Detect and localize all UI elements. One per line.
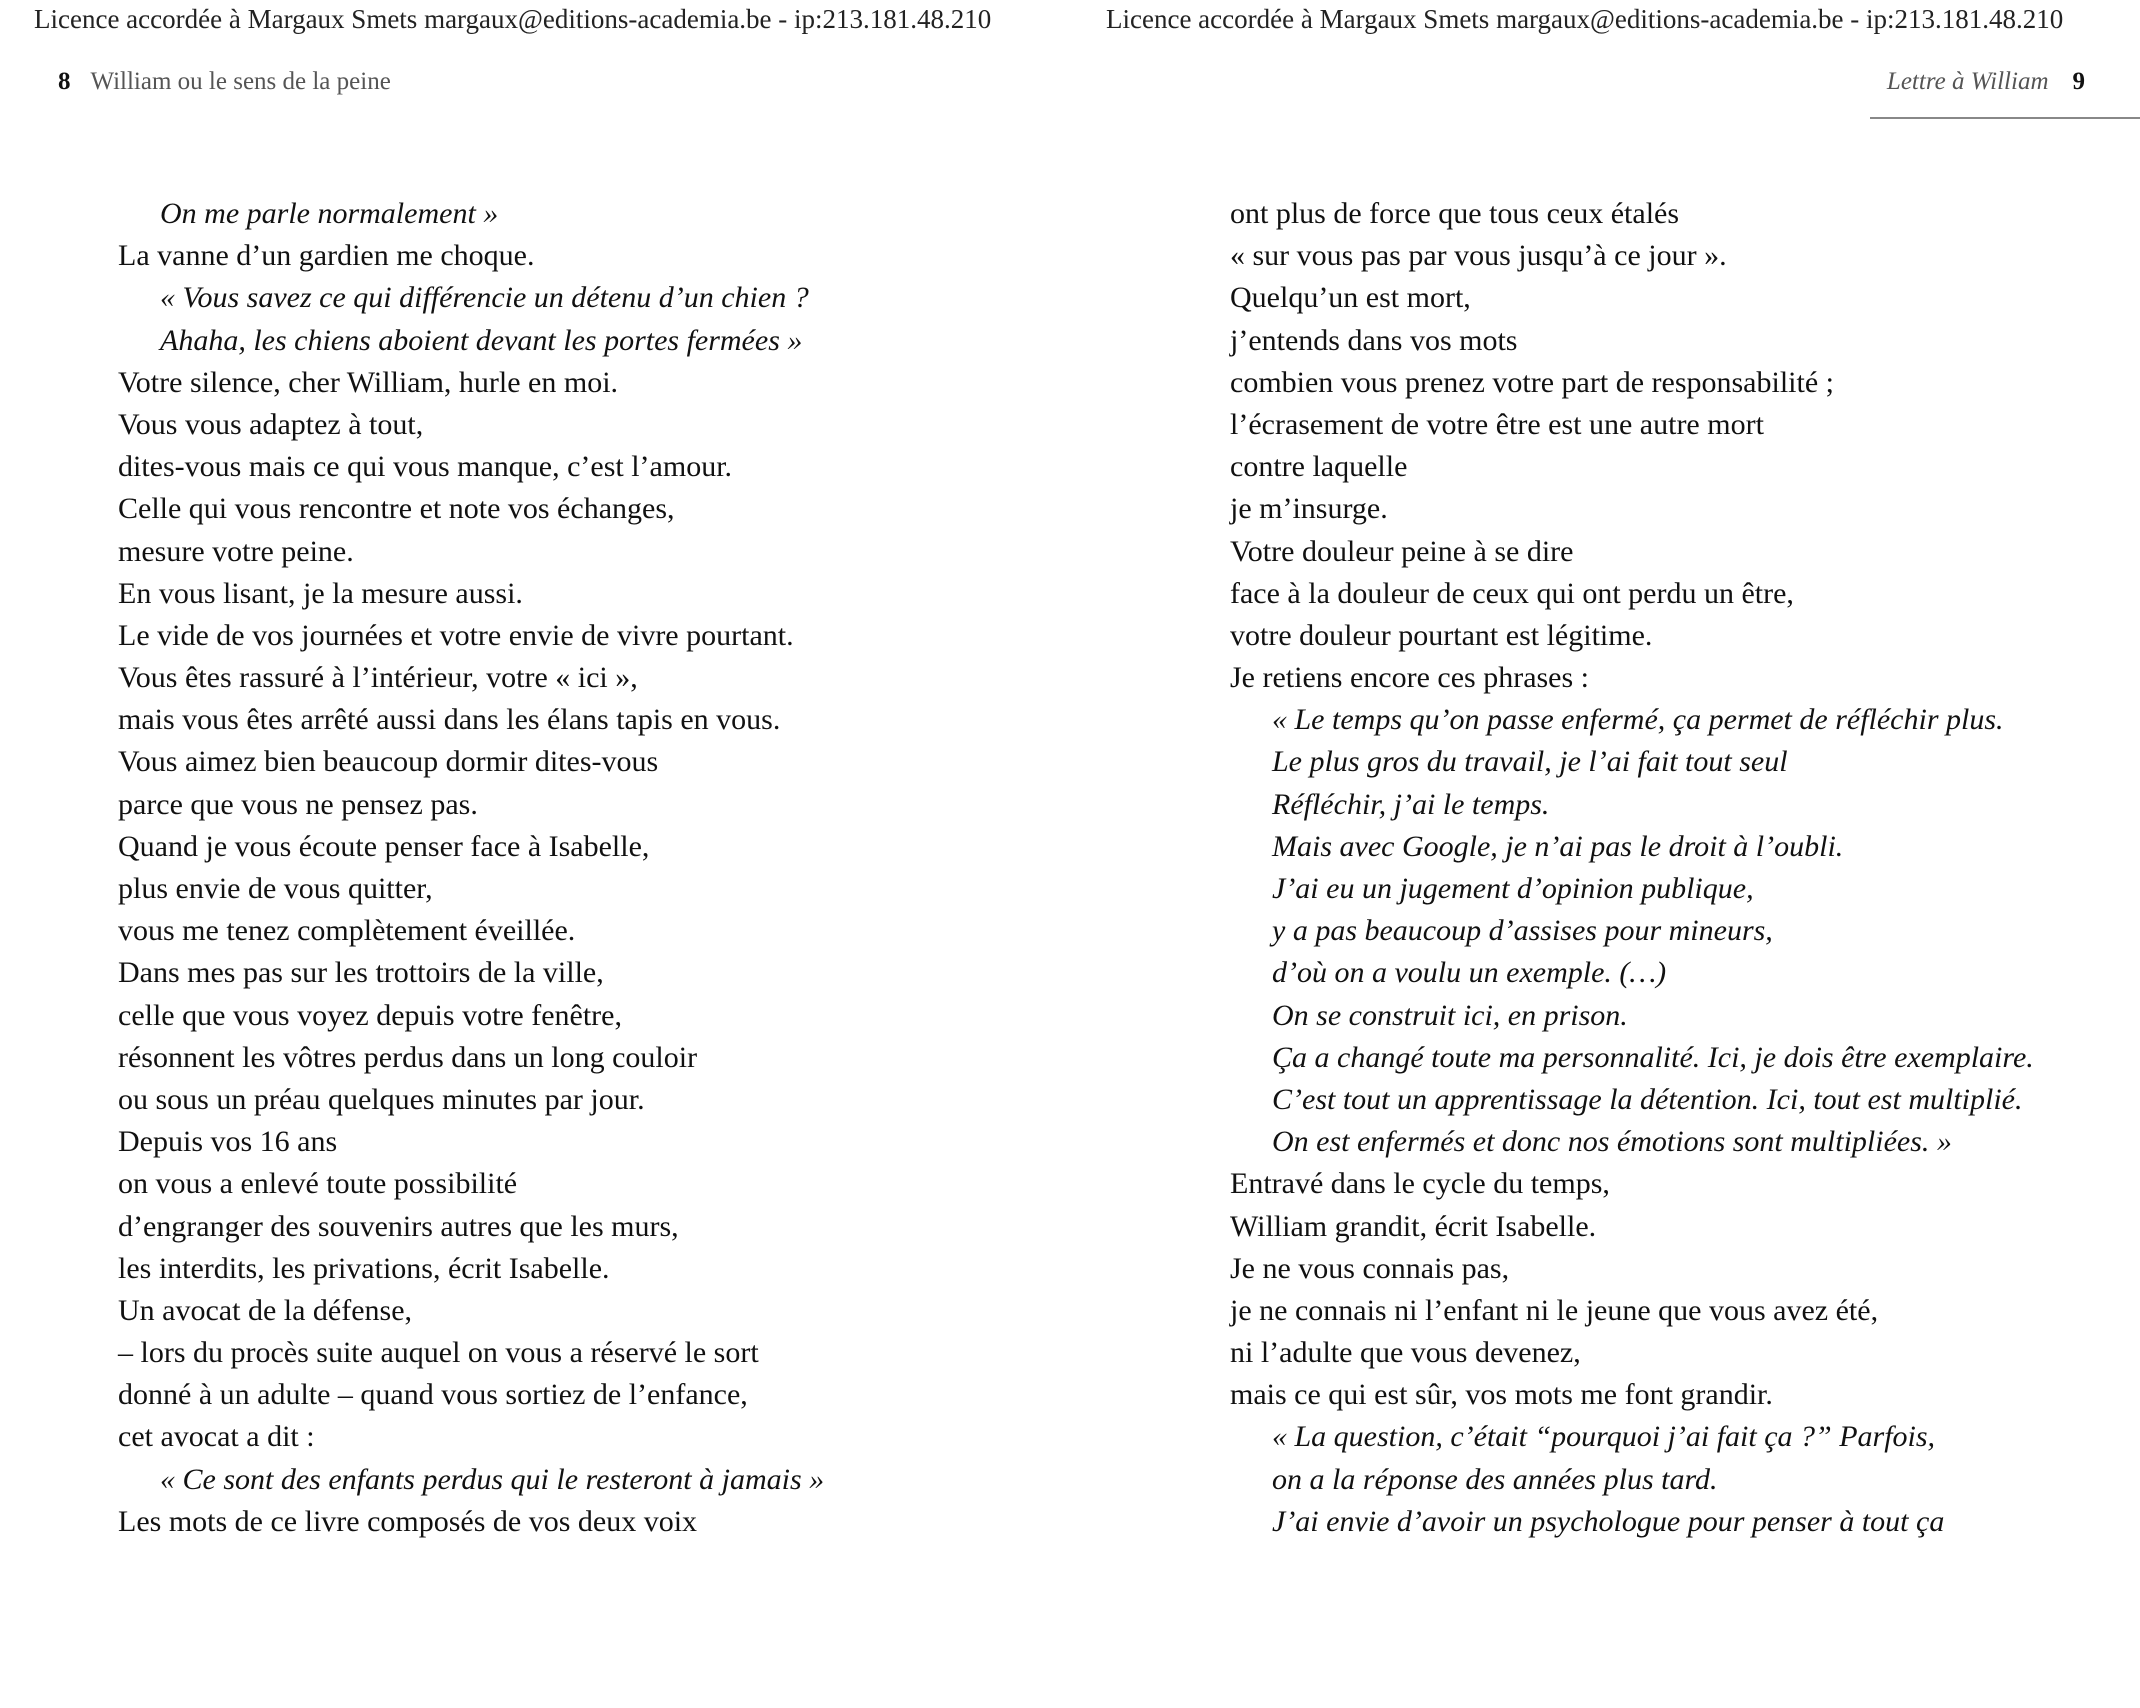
quoted-line: Réfléchir, j’ai le temps. xyxy=(1272,787,1550,821)
text-line: on vous a enlevé toute possibilité xyxy=(118,1167,518,1201)
text-line: résonnent les vôtres perdus dans un long couloir xyxy=(118,1040,698,1074)
text-line: Votre silence, cher William, hurle en moi. xyxy=(118,365,619,399)
text-line: Celle qui vous rencontre et note vos échanges, xyxy=(118,492,675,526)
text-line: mais vous êtes arrêté aussi dans les élans tapis en vous. xyxy=(118,703,781,737)
header-rule xyxy=(1870,117,2140,119)
quoted-line: Ahaha, les chiens aboient devant les portes fermées » xyxy=(160,323,803,357)
text-line: parce que vous ne pensez pas. xyxy=(118,787,478,821)
text-line: j’entends dans vos mots xyxy=(1230,323,1518,357)
quoted-line: On me parle normalement » xyxy=(160,197,499,230)
quoted-line: on a la réponse des années plus tard. xyxy=(1272,1462,1718,1496)
text-line: Les mots de ce livre composés de vos deux voix xyxy=(118,1504,698,1538)
text-line: William grandit, écrit Isabelle. xyxy=(1230,1209,1597,1243)
text-line: « sur vous pas par vous jusqu’à ce jour ». xyxy=(1230,239,1727,273)
page-number: 8 xyxy=(58,68,71,95)
text-line: Quand je vous écoute penser face à Isabelle, xyxy=(118,829,650,863)
text-line: En vous lisant, je la mesure aussi. xyxy=(118,576,523,610)
quoted-line: Ça a changé toute ma personnalité. Ici, je dois être exemplaire. xyxy=(1272,1040,2034,1074)
text-line: votre douleur pourtant est légitime. xyxy=(1230,618,1653,652)
quoted-line: « La question, c’était “pourquoi j’ai fait ça ?” Parfois, xyxy=(1272,1420,1936,1454)
running-title: William ou le sens de la peine xyxy=(90,68,391,95)
text-line: Le vide de vos journées et votre envie de vivre pourtant. xyxy=(118,618,794,652)
quoted-line: On se construit ici, en prison. xyxy=(1272,998,1628,1032)
quoted-line: y a pas beaucoup d’assises pour mineurs, xyxy=(1272,914,1773,948)
licence-watermark: Licence accordée à Margaux Smets margaux@editions-academia.be - ip:213.181.48.210 xyxy=(1106,4,2064,34)
text-line: face à la douleur de ceux qui ont perdu un être, xyxy=(1230,576,1794,610)
running-head xyxy=(1887,68,2085,96)
text-line: mesure votre peine. xyxy=(118,534,354,568)
text-line: Je retiens encore ces phrases : xyxy=(1230,661,1590,695)
text-line: Vous êtes rassuré à l’intérieur, votre « ici », xyxy=(118,661,638,695)
licence-watermark: Licence accordée à Margaux Smets margaux@editions-academia.be - ip:213.181.48.210 xyxy=(34,4,992,34)
page-number: 9 xyxy=(2072,68,2085,95)
text-line: Entravé dans le cycle du temps, xyxy=(1230,1167,1610,1201)
quoted-line: Mais avec Google, je n’ai pas le droit à l’oubli. xyxy=(1272,829,1844,863)
text-line: ni l’adulte que vous devenez, xyxy=(1230,1336,1581,1370)
text-line: – lors du procès suite auquel on vous a réservé le sort xyxy=(118,1336,759,1370)
text-line: je ne connais ni l’enfant ni le jeune que vous avez été, xyxy=(1230,1293,1879,1327)
right-page xyxy=(1070,0,2140,1708)
text-line: contre laquelle xyxy=(1230,450,1408,484)
quoted-line: C’est tout un apprentissage la détention. Ici, tout est multiplié. xyxy=(1272,1082,2023,1116)
text-line: ou sous un préau quelques minutes par jour. xyxy=(118,1082,645,1116)
quoted-line: « Le temps qu’on passe enfermé, ça permet de réfléchir plus. xyxy=(1272,703,2004,737)
text-line: Dans mes pas sur les trottoirs de la ville, xyxy=(118,956,604,990)
quoted-line: J’ai envie d’avoir un psychologue pour penser à tout ça xyxy=(1272,1504,1945,1538)
text-line: Vous vous adaptez à tout, xyxy=(118,407,424,441)
text-line: d’engranger des souvenirs autres que les murs, xyxy=(118,1209,679,1243)
quoted-line: Le plus gros du travail, je l’ai fait tout seul xyxy=(1272,745,1788,779)
text-line: dites-vous mais ce qui vous manque, c’est l’amour. xyxy=(118,450,733,484)
text-line: je m’insurge. xyxy=(1230,492,1388,526)
poem-text xyxy=(1230,193,2034,1543)
poem-text xyxy=(118,193,824,1543)
text-line: Je ne vous connais pas, xyxy=(1230,1251,1510,1285)
quoted-line: « Ce sont des enfants perdus qui le resteront à jamais » xyxy=(160,1462,825,1496)
text-line: Un avocat de la défense, xyxy=(118,1293,413,1327)
quoted-line: d’où on a voulu un exemple. (…) xyxy=(1272,956,1667,990)
quoted-line: « Vous savez ce qui différencie un détenu d’un chien ? xyxy=(160,281,809,315)
text-line: cet avocat a dit : xyxy=(118,1420,315,1454)
text-line: donné à un adulte – quand vous sortiez de l’enfance, xyxy=(118,1378,748,1412)
text-line: celle que vous voyez depuis votre fenêtre, xyxy=(118,998,622,1032)
text-line: Vous aimez bien beaucoup dormir dites-vous xyxy=(118,745,659,779)
text-line: ont plus de force que tous ceux étalés xyxy=(1230,197,1680,230)
text-line: mais ce qui est sûr, vos mots me font grandir. xyxy=(1230,1378,1773,1412)
text-line: Votre douleur peine à se dire xyxy=(1230,534,1574,568)
text-line: Depuis vos 16 ans xyxy=(118,1125,338,1159)
quoted-line: J’ai eu un jugement d’opinion publique, xyxy=(1272,872,1754,905)
text-line: l’écrasement de votre être est une autre mort xyxy=(1230,407,1764,441)
running-title: Lettre à William xyxy=(1886,68,2049,95)
running-head xyxy=(58,68,391,96)
text-line: La vanne d’un gardien me choque. xyxy=(118,239,535,273)
quoted-line: On est enfermés et donc nos émotions sont multipliées. » xyxy=(1272,1125,1952,1159)
text-line: Quelqu’un est mort, xyxy=(1230,281,1471,315)
text-line: plus envie de vous quitter, xyxy=(118,872,433,905)
text-line: combien vous prenez votre part de responsabilité ; xyxy=(1230,365,1834,399)
text-line: vous me tenez complètement éveillée. xyxy=(118,914,576,948)
text-line: les interdits, les privations, écrit Isabelle. xyxy=(118,1251,610,1285)
